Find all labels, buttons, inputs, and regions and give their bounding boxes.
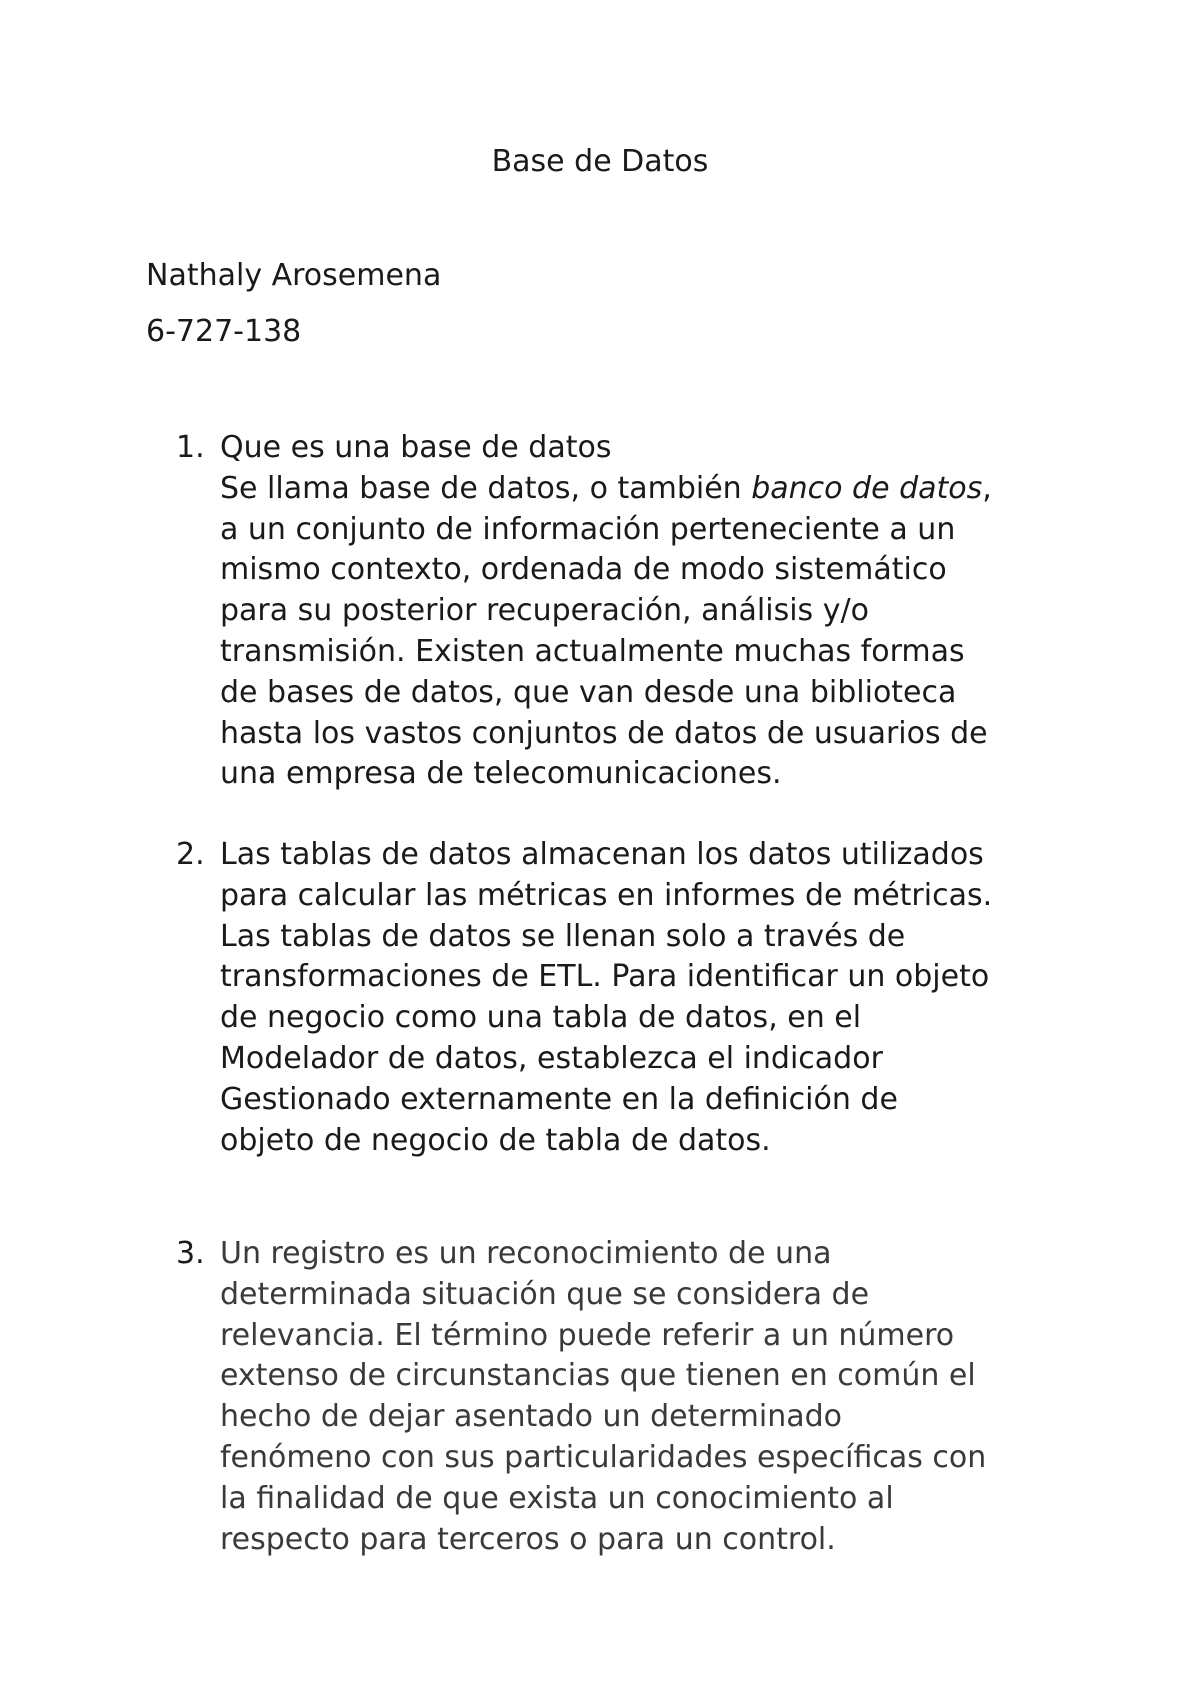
paragraph-line: relevancia. El término puede referir a un número	[220, 1317, 955, 1353]
list-number: 2.	[176, 837, 205, 872]
paragraph-line	[220, 469, 1076, 510]
list-item-heading: Que es una base de datos	[220, 430, 612, 465]
paragraph-line: para su posterior recuperación, análisis y/o	[220, 593, 869, 629]
author-name: Nathaly Arosemena	[146, 258, 442, 293]
paragraph-line: para calcular las métricas en informes de métricas.	[220, 877, 993, 913]
text-segment: Se llama base de datos, o también	[220, 470, 752, 506]
list-number: 3.	[176, 1236, 205, 1271]
paragraph-line: a un conjunto de información perteneciente a un	[220, 511, 956, 547]
paragraph-line: hasta los vastos conjuntos de datos de usuarios de	[220, 715, 988, 751]
paragraph-line: Las tablas de datos se llenan solo a través de	[220, 918, 906, 954]
paragraph-line: la finalidad de que exista un conocimiento al	[220, 1480, 894, 1516]
paragraph-line: respecto para terceros o para un control.	[220, 1521, 836, 1557]
paragraph-line: Gestionado externamente en la definición de	[220, 1081, 898, 1117]
paragraph-line: hecho de dejar asentado un determinado	[220, 1399, 843, 1435]
paragraph-line: una empresa de telecomunicaciones.	[220, 756, 782, 792]
list-item-body	[220, 428, 1076, 795]
paragraph-line: de negocio como una tabla de datos, en el	[220, 1000, 862, 1036]
paragraph-line: determinada situación que se considera de	[220, 1276, 870, 1312]
paragraph-line: Modelador de datos, establezca el indicador	[220, 1040, 883, 1076]
document-title: Base de Datos	[491, 144, 709, 179]
list-item-body	[220, 835, 1076, 1161]
id-number: 6-727-138	[146, 314, 302, 349]
paragraph-line: fenómeno con sus particularidades específicas con	[220, 1439, 987, 1475]
list-number: 1.	[176, 430, 205, 465]
text-segment: ,	[982, 470, 992, 506]
paragraph-line: extenso de circunstancias que tienen en común el	[220, 1358, 976, 1394]
paragraph-line: mismo contexto, ordenada de modo sistemático	[220, 552, 947, 588]
paragraph-line: transformaciones de ETL. Para identificar un objeto	[220, 959, 990, 995]
paragraph-line: transmisión. Existen actualmente muchas formas	[220, 633, 965, 669]
paragraph-line: objeto de negocio de tabla de datos.	[220, 1122, 771, 1158]
paragraph-line: de bases de datos, que van desde una biblioteca	[220, 674, 957, 710]
paragraph-line: Un registro es un reconocimiento de una	[220, 1236, 832, 1271]
paragraph-line: Las tablas de datos almacenan los datos utilizados	[220, 837, 984, 872]
italic-term: banco de datos	[751, 470, 983, 506]
list-item-body	[220, 1234, 1076, 1560]
